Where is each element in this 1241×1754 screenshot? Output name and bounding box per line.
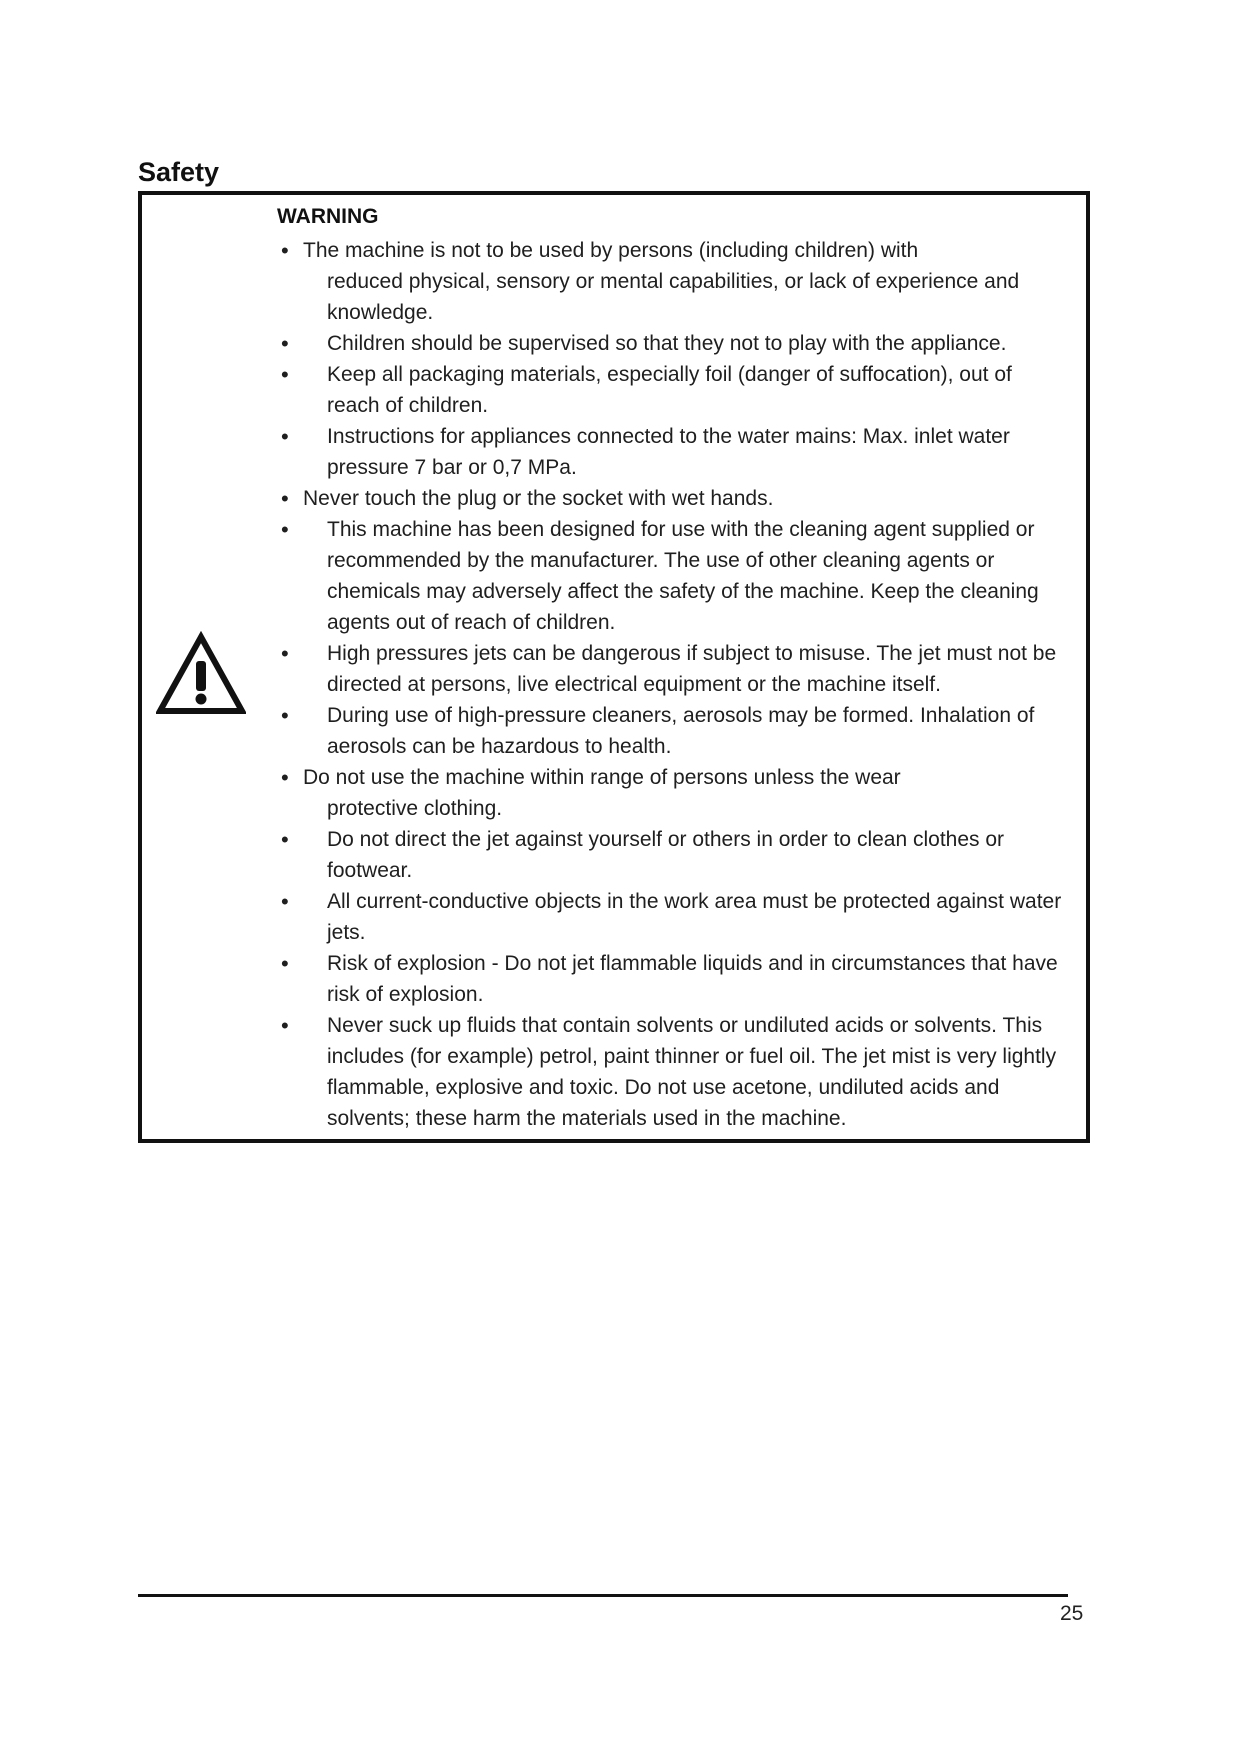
list-item — [277, 235, 1068, 328]
list-item-text: This machine has been designed for use with the cleaning agent supplied or recommended by the manufacturer. The use of other cleaning agents or chemicals may adversely affect the safety of the machine. Keep the cleaning agents out of reach of children. — [327, 518, 1039, 634]
list-item — [277, 948, 1068, 1010]
warning-heading: WARNING — [277, 205, 379, 228]
list-item-text: Never suck up fluids that contain solvents or undiluted acids or solvents. This includes (for example) petrol, paint thinner or fuel oil. The jet mist is very lightly flammable, explosive and toxic. Do not use acetone, undiluted acids and solvents; these harm the materials used in the machine. — [327, 1014, 1057, 1130]
list-item-text: Do not direct the jet against yourself or others in order to clean clothes or footwear. — [327, 828, 1005, 882]
bullet-icon: • — [281, 641, 289, 666]
page-number: 25 — [1060, 1602, 1084, 1625]
list-item-text-continued: reduced physical, sensory or mental capabilities, or lack of experience and knowledge. — [327, 270, 1020, 324]
list-item-text: During use of high-pressure cleaners, aerosols may be formed. Inhalation of aerosols can be hazardous to health. — [327, 704, 1035, 758]
list-item-text-continued: protective clothing. — [327, 797, 503, 820]
list-item — [277, 700, 1068, 762]
list-item-text: Do not use the machine within range of persons unless the wear — [303, 766, 901, 789]
bullet-icon: • — [281, 517, 289, 542]
list-item-text: Instructions for appliances connected to the water mains: Max. inlet water pressure 7 bar or 0,7 MPa. — [327, 425, 1010, 479]
list-item-text: Risk of explosion - Do not jet flammable liquids and in circumstances that have risk of explosion. — [327, 952, 1058, 1006]
warning-content — [277, 203, 1068, 1134]
list-item — [277, 421, 1068, 483]
list-item — [277, 886, 1068, 948]
list-item — [277, 483, 1068, 514]
footer-divider — [138, 1594, 1068, 1597]
list-item — [277, 762, 1068, 824]
list-item — [277, 1010, 1068, 1134]
warning-box — [138, 191, 1090, 1143]
list-item-text: Keep all packaging materials, especially foil (danger of suffocation), out of reach of children. — [327, 363, 1012, 417]
list-item-text: High pressures jets can be dangerous if subject to misuse. The jet must not be directed at persons, live electrical equipment or the machine itself. — [327, 642, 1057, 696]
bullet-icon: • — [281, 889, 289, 914]
bullet-icon: • — [281, 362, 289, 387]
bullet-icon: • — [281, 331, 289, 356]
list-item-text: All current-conductive objects in the work area must be protected against water jets. — [327, 890, 1062, 944]
list-item-text: Children should be supervised so that they not to play with the appliance. — [327, 332, 1007, 355]
warning-list — [277, 235, 1068, 1134]
bullet-icon: • — [281, 827, 289, 852]
bullet-icon: • — [281, 703, 289, 728]
bullet-icon: • — [281, 486, 289, 511]
bullet-icon: • — [281, 1013, 289, 1038]
list-item — [277, 514, 1068, 638]
list-item-text: Never touch the plug or the socket with wet hands. — [303, 487, 774, 510]
list-item-text: The machine is not to be used by persons (including children) with — [303, 239, 919, 262]
bullet-icon: • — [281, 238, 289, 263]
warning-triangle-icon — [156, 631, 246, 717]
list-item — [277, 359, 1068, 421]
list-item — [277, 824, 1068, 886]
list-item — [277, 328, 1068, 359]
bullet-icon: • — [281, 765, 289, 790]
section-title: Safety — [138, 157, 220, 187]
bullet-icon: • — [281, 951, 289, 976]
bullet-icon: • — [281, 424, 289, 449]
list-item — [277, 638, 1068, 700]
